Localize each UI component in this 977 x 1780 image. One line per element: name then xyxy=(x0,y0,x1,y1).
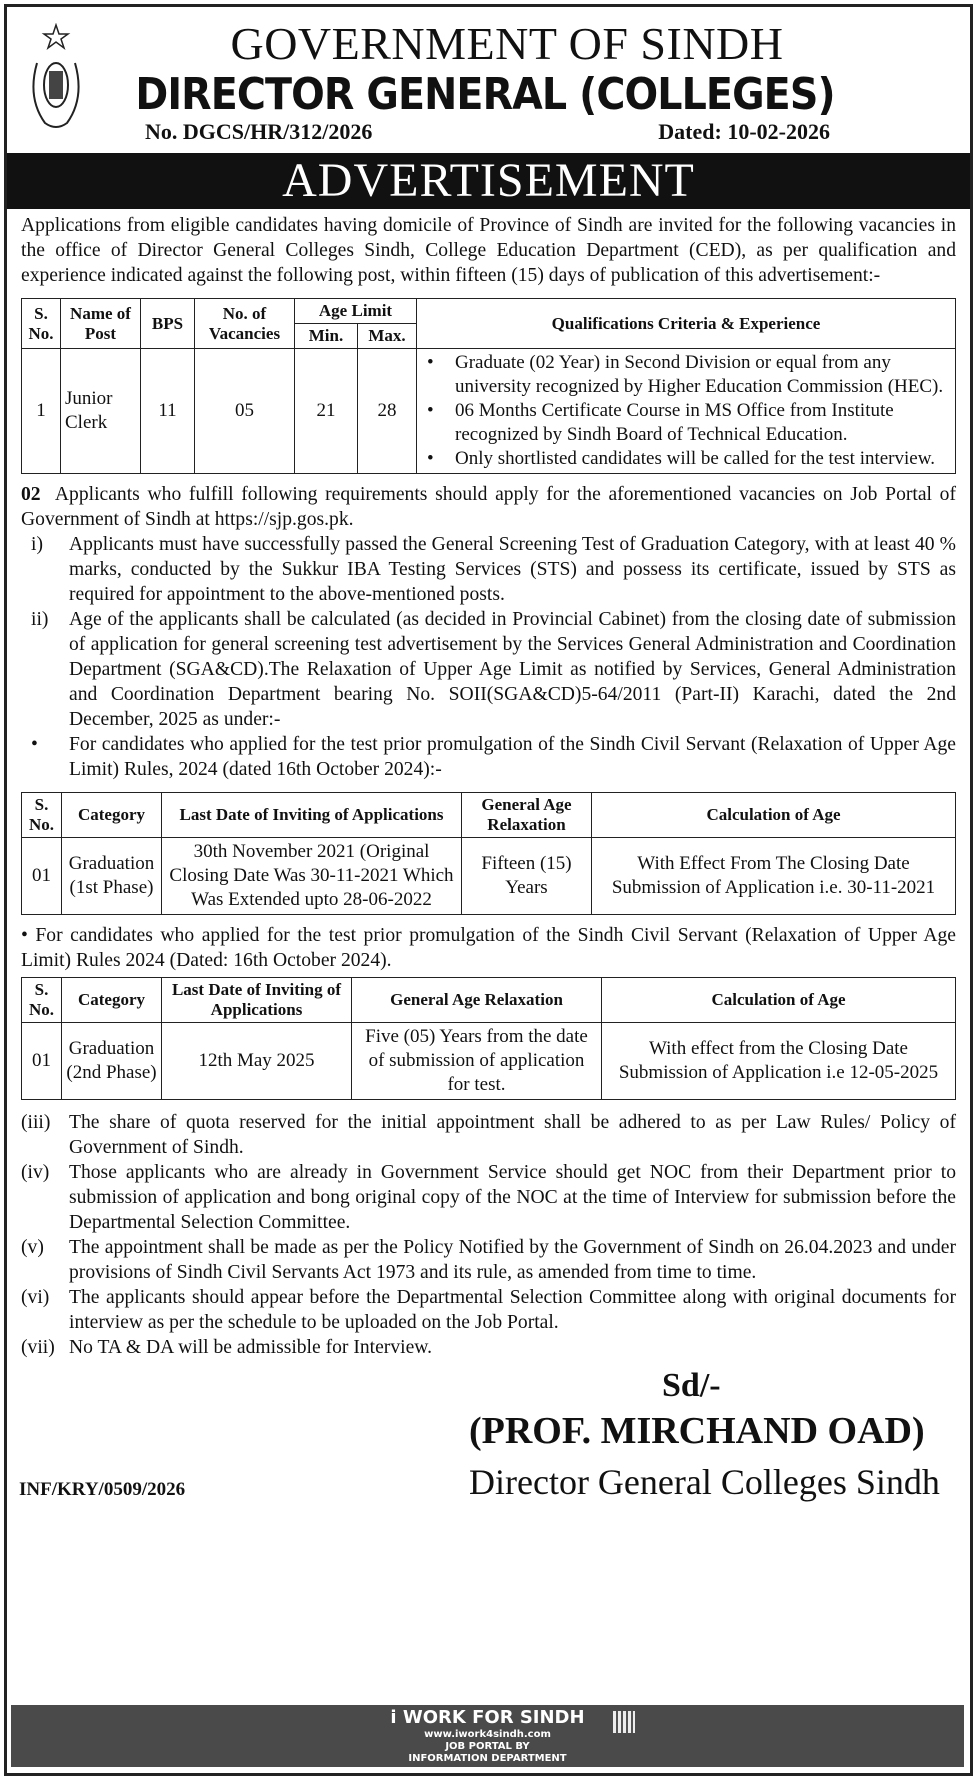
bullet-marker: • xyxy=(31,734,38,755)
item-number: (iv) xyxy=(21,1162,50,1183)
cell-sno: 1 xyxy=(22,349,61,474)
th: Category xyxy=(62,793,162,838)
th-min: Min. xyxy=(295,324,358,349)
cell: With Effect From The Closing Date Submission of Application i.e. 30-11-2021 xyxy=(592,838,956,915)
signature-block xyxy=(7,1366,970,1512)
para-number: 02 xyxy=(21,484,41,505)
item-text: The share of quota reserved for the initial appointment shall be adhered to as per Law Rules/ Policy of Government of Sindh. xyxy=(69,1112,956,1158)
requirement xyxy=(21,532,956,607)
condition-item xyxy=(21,1235,956,1285)
item-number: (iii) xyxy=(21,1112,51,1133)
advertisement xyxy=(4,4,973,1776)
condition-item xyxy=(21,1160,956,1235)
body xyxy=(7,209,970,1360)
th: Last Date of Inviting of Applications xyxy=(162,978,352,1023)
brand-text: WORK FOR SINDH xyxy=(402,1707,585,1728)
cell-bps: 11 xyxy=(141,349,195,474)
cell: 30th November 2021 (Original Closing Date Was 30-11-2021 Which Was Extended upto 28-06-2022 xyxy=(162,838,462,915)
th: General Age Relaxation xyxy=(462,793,592,838)
condition-item xyxy=(21,1285,956,1335)
table-row xyxy=(22,1023,956,1100)
signatory-designation: Director General Colleges Sindh xyxy=(469,1462,940,1502)
requirement-text: Applicants must have successfully passed the General Screening Test of Graduation Category, with at least 40 % marks, conducted by the Sukkur IBA Testing Services (STS) and possess its certificate, issued by STS as required for appointment to the above-mentioned posts. xyxy=(69,534,956,605)
qualification-item: • Graduate (02 Year) in Second Division or equal from any university recognized by Higher Education Commission (HEC). xyxy=(421,351,951,399)
item-text: The applicants should appear before the Departmental Selection Committee along with original documents for interview as per the schedule to be uploaded on the Job Portal. xyxy=(69,1287,956,1333)
government-title: GOVERNMENT OF SINDH xyxy=(230,18,784,69)
cell-post: Junior Clerk xyxy=(61,349,141,474)
cell: 12th May 2025 xyxy=(162,1023,352,1100)
condition-item xyxy=(21,1335,956,1360)
department-title: DIRECTOR GENERAL (COLLEGES) xyxy=(135,69,835,120)
th: Last Date of Inviting of Applications xyxy=(162,793,462,838)
vacancy-table xyxy=(21,298,956,474)
th: Calculation of Age xyxy=(602,978,956,1023)
cell: 01 xyxy=(22,1023,62,1100)
th-qualifications: Qualifications Criteria & Experience xyxy=(417,299,956,349)
th-age: Age Limit xyxy=(295,299,417,324)
cell: Five (05) Years from the date of submission of application for test. xyxy=(352,1023,602,1100)
qualification-item: • Only shortlisted candidates will be called for the test interview. xyxy=(421,447,951,471)
th: General Age Relaxation xyxy=(352,978,602,1023)
item-text: The appointment shall be made as per the Policy Notified by the Government of Sindh on 26.04.2023 and under provisions of Sindh Civil Servants Act 1973 and its rule, as amended from time to time. xyxy=(69,1237,956,1283)
cell: Graduation (2nd Phase) xyxy=(62,1023,162,1100)
para-text: Applicants who fulfill following requirements should apply for the aforementioned vacancies on Job Portal of Government of Sindh at https://sjp.gos.pk. xyxy=(21,484,956,530)
cell: Graduation (1st Phase) xyxy=(62,838,162,915)
header xyxy=(7,7,970,145)
table-row xyxy=(22,838,956,915)
condition-item xyxy=(21,1110,956,1160)
i-logo-icon: i xyxy=(390,1707,397,1728)
sindh-emblem-icon xyxy=(25,23,87,135)
reference-number: No. DGCS/HR/312/2026 xyxy=(145,119,373,144)
cell: With effect from the Closing Date Submission of Application i.e 12-05-2025 xyxy=(602,1023,956,1100)
relaxation-table-1 xyxy=(21,792,956,915)
th: Calculation of Age xyxy=(592,793,956,838)
item-number: (v) xyxy=(21,1237,44,1258)
th: S. No. xyxy=(22,793,62,838)
footer-line1: JOB PORTAL BY xyxy=(445,1741,530,1752)
item-text: No TA & DA will be admissible for Interview. xyxy=(69,1337,433,1358)
item-text: Those applicants who are already in Government Service should get NOC from their Department prior to submission of application and bong original copy of the NOC at the time of Interview for submission before the Departmental Selection Committee. xyxy=(69,1162,956,1233)
th: S. No. xyxy=(22,978,62,1023)
signature-sd: Sd/- xyxy=(662,1367,721,1404)
th-post: Name of Post xyxy=(61,299,141,349)
th: Category xyxy=(62,978,162,1023)
qualification-item: • 06 Months Certificate Course in MS Office from Institute recognized by Sindh Board of Technical Education. xyxy=(421,399,951,447)
requirement-number: ii) xyxy=(31,609,49,630)
cell-max: 28 xyxy=(358,349,417,474)
date: Dated: 10-02-2026 xyxy=(658,119,830,144)
cell: 01 xyxy=(22,838,62,915)
bullet-note xyxy=(21,732,956,782)
cell-qualifications xyxy=(417,349,956,474)
signatory-name: (PROF. MIRCHAND OAD) xyxy=(469,1410,925,1452)
cell-vacancies: 05 xyxy=(195,349,295,474)
footer-url[interactable]: www.iwork4sindh.com xyxy=(424,1729,551,1740)
item-number: (vi) xyxy=(21,1287,50,1308)
intro-text: Applications from eligible candidates having domicile of Province of Sindh are invited for the following vacancies in the office of Director General Colleges Sindh, College Education Department (CED), as per qualification and experience indicated against the following post, within fifteen (15) days of publication of this advertisement:- xyxy=(21,215,956,286)
cell-min: 21 xyxy=(295,349,358,474)
qr-code-icon xyxy=(613,1711,635,1733)
inf-number: INF/KRY/0509/2026 xyxy=(19,1479,186,1500)
cell: Fifteen (15) Years xyxy=(462,838,592,915)
relaxation-table-2 xyxy=(21,977,956,1100)
th-bps: BPS xyxy=(141,299,195,349)
th-vacancies: No. of Vacancies xyxy=(195,299,295,349)
footer-line2: INFORMATION DEPARTMENT xyxy=(408,1753,567,1764)
table-row xyxy=(22,349,956,474)
footer-brand xyxy=(11,1705,964,1729)
para-02 xyxy=(21,482,956,532)
th-max: Max. xyxy=(358,324,417,349)
th-sno: S. No. xyxy=(22,299,61,349)
footer-banner xyxy=(11,1705,964,1767)
requirement xyxy=(21,607,956,732)
requirement-number: i) xyxy=(31,534,43,555)
advertisement-banner: ADVERTISEMENT xyxy=(7,153,970,209)
requirement-text: Age of the applicants shall be calculated (as decided in Provincial Cabinet) from the closing date of submission of application for general screening test advertisement by the Services General Administration and Coordination Department (SGA&CD).The Relaxation of Upper Age Limit as notified by Services, General Administration and Coordination Department bearing No. SOII(SGA&CD)5-64/2011 (Part-II) Karachi, dated the 2nd December, 2025 as under:- xyxy=(69,609,956,730)
item-number: (vii) xyxy=(21,1337,55,1358)
bullet-note-2: • For candidates who applied for the test prior promulgation of the Sindh Civil Servant (Relaxation of Upper Age Limit) Rules 2024 (Dated: 16th October 2024). xyxy=(21,925,956,971)
bullet-text: For candidates who applied for the test prior promulgation of the Sindh Civil Servant (Relaxation of Upper Age Limit) Rules, 2024 (dated 16th October 2024):- xyxy=(69,734,956,780)
